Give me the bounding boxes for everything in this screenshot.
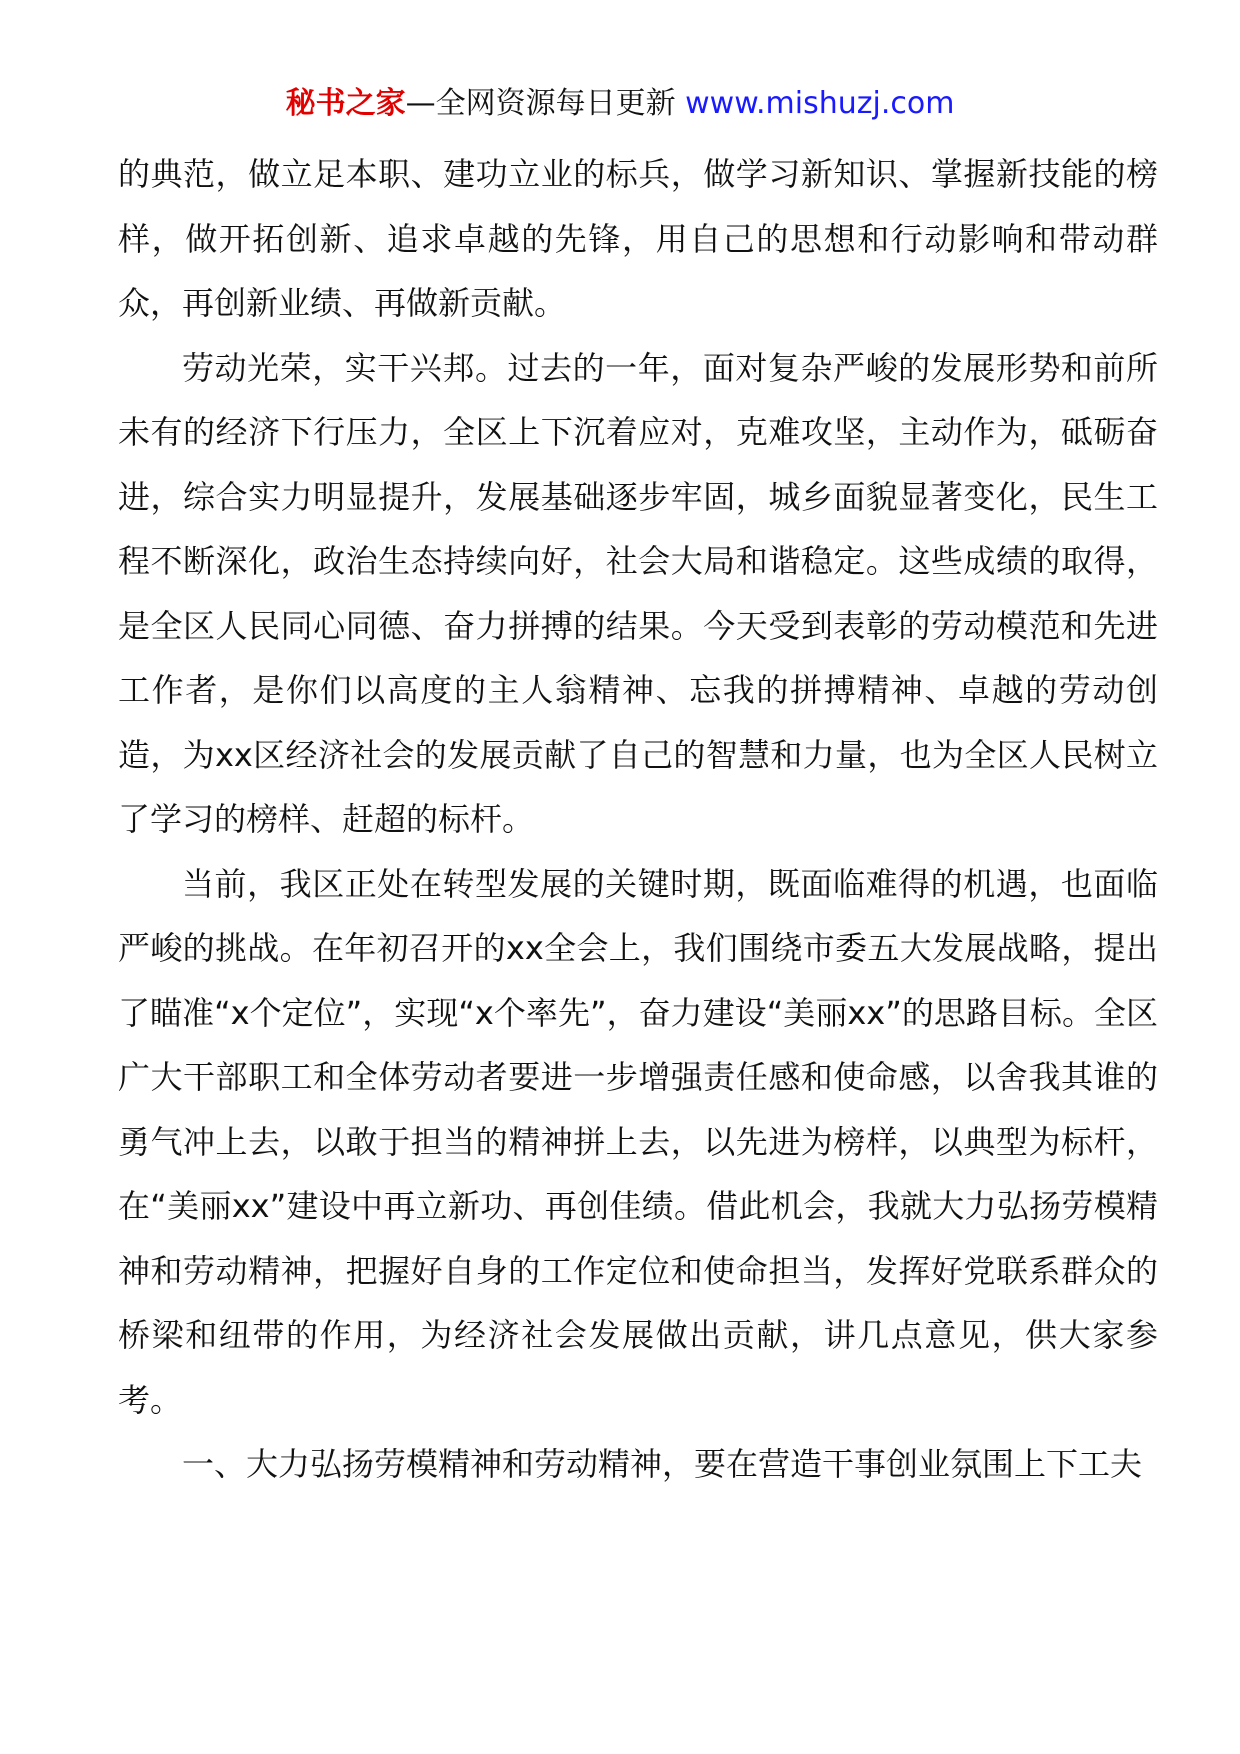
brand-name: 秘书之家 bbox=[285, 86, 406, 121]
header-tagline: —全网资源每日更新 bbox=[405, 86, 676, 121]
site-url-link[interactable]: www.mishuzj.com bbox=[685, 86, 955, 121]
paragraph-continuation: 的典范，做立足本职、建功立业的标兵，做学习新知识、掌握新技能的榜样，做开拓创新、追求卓越的先锋，用自己的思想和行动影响和带动群众，再创新业绩、再做新贡献。 bbox=[118, 155, 1158, 322]
paragraph-achievements: 劳动光荣，实干兴邦。过去的一年，面对复杂严峻的发展形势和前所未有的经济下行压力，全区上下沉着应对，克难攻坚，主动作为，砥砺奋进，综合实力明显提升，发展基础逐步牢固，城乡面貌显著变化，民生工程不断深化，政治生态持续向好，社会大局和谐稳定。这些成绩的取得，是全区人民同心同德、奋力拼搏的结果。今天受到表彰的劳动模范和先进工作者，是你们以高度的主人翁精神、忘我的拼搏精神、卓越的劳动创造，为xx区经济社会的发展贡献了自己的智慧和力量，也为全区人民树立了学习的榜样、赶超的标杆。 bbox=[118, 348, 1158, 838]
paragraph-current-situation: 当前，我区正处在转型发展的关键时期，既面临难得的机遇，也面临严峻的挑战。在年初召开的xx全会上，我们围绕市委五大发展战略，提出了瞄准“x个定位”，实现“x个率先”，奋力建设“美丽xx”的思路目标。全区广大干部职工和全体劳动者要进一步增强责任感和使命感，以舍我其谁的勇气冲上去，以敢于担当的精神拼上去，以先进为榜样，以典型为标杆，在“美丽xx”建设中再立新功、再创佳绩。借此机会，我就大力弘扬劳模精神和劳动精神，把握好自身的工作定位和使命担当，发挥好党联系群众的桥梁和纽带的作用，为经济社会发展做出贡献，讲几点意见，供大家参考。 bbox=[118, 864, 1158, 1419]
document-body bbox=[118, 142, 1158, 1497]
site-header bbox=[0, 84, 1240, 124]
section-heading-one: 一、大力弘扬劳模精神和劳动精神，要在营造干事创业氛围上下工夫 bbox=[182, 1445, 1143, 1483]
